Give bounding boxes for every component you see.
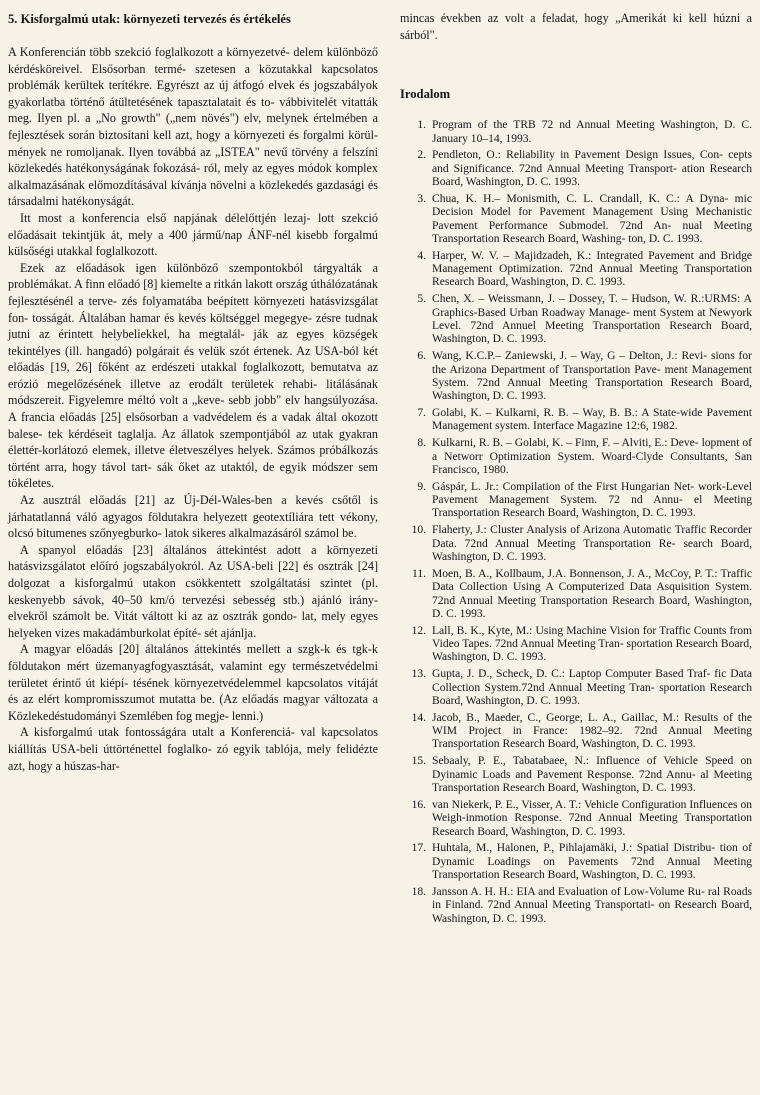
- reference-text: Chua, K. H.– Monismith, C. L. Crandall, K. C.: A Dyna- mic Decision Model for Pavement Management Using Mechanistic Pavement Performance Submodel. 72nd An- nual Meeting Transportation Research Board, Washing- ton, D. C. 1993.: [432, 192, 752, 245]
- reference-number: 3.: [417, 192, 426, 205]
- reference-text: Golabi, K. – Kulkarni, R. B. – Way, B. B.: A State-wide Pavement Management system. Interface Magazine 12:6, 1982.: [432, 407, 752, 433]
- reference-item: [400, 712, 752, 752]
- reference-item: [400, 842, 752, 882]
- paragraph-1: A Konferencián több szekció foglalkozott a környezetvé- delem különböző kérdésköreivel. Elsősorban termé- szetesen a közutakkal kapcsolatos problémák kerültek terítékre. Egyrészt az új átfogó elvek és jogszabályok gyakorlatba történő átültetésének tapasztalatait és to- vábbivitelét vitatták meg. Ilyen pl. a „No growth" („nem növés") elv, melynek értelmében a fejlesztések során biztosítani kell azt, hogy a környezeti és forgalmi körül- mények ne romoljanak. Ilyen továbbá az „ISTEA" nevű törvény a felszíni közlekedés hatékonyságának fokozásá- ról, mely az egyes módok komplex alkalmazásának előmozdításával kívánja növelni a közlekedés gazdasági és társadalmi hatékonyságát.: [8, 45, 378, 209]
- reference-number: 7.: [417, 407, 426, 420]
- reference-item: [400, 625, 752, 665]
- reference-item: [400, 407, 752, 434]
- reference-item: [400, 755, 752, 795]
- reference-number: 18.: [411, 885, 426, 898]
- reference-number: 13.: [411, 668, 426, 681]
- reference-item: [400, 886, 752, 926]
- reference-item: [400, 799, 752, 839]
- reference-item: [400, 119, 752, 146]
- reference-number: 5.: [417, 293, 426, 306]
- reference-number: 4.: [417, 249, 426, 262]
- reference-number: 9.: [417, 480, 426, 493]
- reference-number: 17.: [411, 842, 426, 855]
- reference-text: Sebaaly, P. E., Tabatabaee, N.: Influence of Vehicle Speed on Dyinamic Loads and Pavement Response. 72nd Annu- al Meeting Transportation Research Board, Washington, D. C. 1993.: [432, 755, 752, 794]
- reference-item: [400, 250, 752, 290]
- paragraph-7: A kisforgalmú utak fontosságára utalt a Konferenciá- val kapcsolatos kiállítás USA-beli úttörténettel foglalko- zó egyik tablója, mely felidézte azt, hogy a húszas-har-: [8, 725, 378, 773]
- paragraph-5: A spanyol előadás [23] általános áttekintést adott a környezeti hatásvizsgálatot előíró jogszabályokról. Az USA-beli [22] és osztrák [24] dolgozat a kisforgalmú utakon csökkentett szolgáltatási szintet (pl. keskenyebb sávok, 40–50 km/ó tervezési sebesség stb.) ajánló irány- elvekről számolt be. Vitát váltott ki az az osztrák gondo- lat, mely egyes helyeken vizes makadámburkolat építé- sét ajánlja.: [8, 542, 378, 640]
- reference-text: Lall, B. K., Kyte, M.: Using Machine Vision for Traffic Counts from Video Tapes. 72nd Annual Meeting Tran- sportation Research Board, Washington, D. C. 1993.: [432, 624, 752, 664]
- reference-number: 12.: [411, 624, 426, 637]
- reference-item: [400, 149, 752, 189]
- reference-text: Gupta, J. D., Scheck, D. C.: Laptop Computer Based Traf- fic Data Collection System.72nd Annual Meeting Tran- sportation Research Board, Washington, D. C. 1993.: [432, 668, 752, 707]
- reference-list: [400, 119, 752, 926]
- reference-item: [400, 481, 752, 521]
- reference-item: [400, 350, 752, 403]
- reference-item: [400, 568, 752, 621]
- reference-text: Gáspár, L. Jr.: Compilation of the First Hungarian Net- work-Level Pavement Management System. 72 nd Annu- el Meeting Transportation Research Board, Washington, D. C. 1993.: [432, 480, 752, 520]
- reference-number: 15.: [411, 755, 426, 768]
- reference-number: 10.: [411, 524, 426, 537]
- reference-item: [400, 524, 752, 564]
- reference-number: 6.: [417, 350, 426, 363]
- reference-text: Huhtala, M., Halonen, P., Pihlajamäki, J.: Spatial Distribu- tion of Dynamic Loadings on Pavements 72nd Annual Meeting Transportation Research Board, Washington, D. C. 1993.: [432, 842, 752, 882]
- paragraph-4: Az ausztrál előadás [21] az Új-Dél-Wales-ben a kevés csőtől is járhatatlanná váló agyagos földutakra helyezett geotextíliára tett vékony, olcsó bitumenes szőnyegburko- latok sikeres alkalmazásáról számol be.: [8, 493, 378, 541]
- reference-text: Jansson A. H. H.: EIA and Evaluation of Low-Volume Ru- ral Roads in Finland. 72nd Annual Meeting Transportati- on Research Board, Washington, D. C. 1993.: [432, 885, 752, 925]
- paragraph-6: A magyar előadás [20] általános áttekintés mellett a szgk-k és tgk-k földutakon mért üzemanyagfogyasztását, valamint egy természetvédelmi területet érintő út kiépí- tésének környezetvédelemmel kapcsolatos vitáját és az elért kompromisszumot mutatta be. (Az előadás magyar változata a Közlekedéstudományi Szemlében fog megje- lenni.): [8, 642, 378, 723]
- reference-text: Jacob, B., Maeder, C., George, L. A., Gaillac, M.: Results of the WIM Project in France: 1982–92. 72nd Annual Meeting Transportation Research Board, Washington, D. C. 1993.: [432, 711, 752, 751]
- reference-text: van Niekerk, P. E., Visser, A. T.: Vehicle Configuration Influences on Weigh-inmotion Response. 72nd Annual Meeting Transportation Research Board, Washington, D. C. 1993.: [432, 798, 752, 838]
- reference-text: Harper, W. V. – Majidzadeh, K.: Integrated Pavement and Bridge Management Optimization. 72nd Annual Meeting Transportation Research Board, Washington, D. C. 1993.: [432, 249, 752, 289]
- references-heading: Irodalom: [400, 87, 451, 102]
- paragraph-3: Ezek az előadások igen különböző szempontokból tárgyalták a problémákat. A finn előadó [8] kiemelte a ritkán lakott ország úthálózatának fejlesztésénél a terve- zés folyamatába beépített környezeti hatásvizsgálat fon- tosságát. Általában hamar és kevés költséggel megegye- zésre tudnak jutni az érintett helybeliekkel, ha megtalál- ják az egyes községek tekintélyes (ill. hangadó) polgárait és velük szót értenek. Az USA-ból két előadás [19, 26] főként az erdészeti utakkal foglalkozott, bemutatva az erózió megelőzésének illetve az erodált területek rehabi- litálásának módszereit. Figyelemre méltó volt a „keve- sebb jobb" elv hangsúlyozása. A francia előadás [25] elsősorban a vadvédelem és a vadak által okozott balese- tek kérdéseit taglalja. Az állatok szempontjából az utak gyakran élettér-korlátozó elemek, illetve életveszélyes helyek. Számos próbálkozás történt arra, hogy távol tart- sák őket az utaktól, de egyik módszer sem tökéletes.: [8, 260, 378, 491]
- reference-text: Chen, X. – Weissmann, J. – Dossey, T. – Hudson, W. R.:URMS: A Graphics-Based Urban Roadway Manage- ment System at Newyork Level. 72nd Annuel Meeting Transportation Research Board, Washington, D. C. 1993.: [432, 293, 752, 346]
- paragraph-2: Itt most a konferencia első napjának délelőttjén lezaj- lott szekció előadásait tekintjük át, mely a 400 jármű/nap ÁNF-nél kisebb forgalmú külsőségi utakkal foglalkozott.: [8, 210, 378, 259]
- right-column: [400, 10, 752, 929]
- reference-text: Program of the TRB 72 nd Annual Meeting Washington, D. C. January 10–14, 1993.: [432, 119, 752, 145]
- reference-number: 14.: [411, 711, 426, 724]
- reference-item: [400, 293, 752, 346]
- reference-text: Pendleton, O.: Reliability in Pavement Design Issues, Con- cepts and Significance. 72nd Annual Meeting Transport- ation Research Board, Washington, D. C. 1993.: [432, 149, 752, 189]
- reference-text: Kulkarni, R. B. – Golabi, K. – Finn, F. – Alviti, E.: Deve- lopment of a Networr Optimization System. Woard-Clyde Consultants, San Francisco, 1980.: [432, 437, 752, 476]
- reference-text: Wang, K.C.P.– Zaniewski, J. – Way, G – Delton, J.: Revi- sions for the Arizona Department of Transportation Pave- ment Management System. 72nd Annual Meeting Transportation Research Board, Washington, D. C. 1993.: [432, 350, 752, 403]
- reference-text: Moen, B. A., Kollbaum, J.A. Bonnenson, J. A., McCoy, P. T.: Traffic Data Collection Using A Computerized Data Asquisition System. 72nd Annual Meeting Transportation Research Board, Washington, D. C. 1993.: [432, 567, 752, 620]
- reference-number: 8.: [417, 437, 426, 450]
- reference-number: 1.: [417, 119, 426, 132]
- reference-item: [400, 668, 752, 708]
- reference-number: 2.: [417, 149, 426, 162]
- reference-number: 16.: [411, 798, 426, 811]
- reference-item: [400, 437, 752, 477]
- reference-item: [400, 193, 752, 246]
- section-heading: 5. Kisforgalmú utak: környezeti tervezés és értékelés: [8, 12, 291, 26]
- reference-number: 11.: [411, 567, 426, 580]
- reference-text: Flaherty, J.: Cluster Analysis of Arizona Automatic Traffic Recorder Data. 72nd Annual Meeting Transportation Re- search Board, Washington, D. C. 1993.: [432, 524, 752, 563]
- paragraph-continuation: mincas években az volt a feladat, hogy „Amerikát ki kell húzni a sárból".: [400, 11, 752, 42]
- left-column: [8, 10, 378, 774]
